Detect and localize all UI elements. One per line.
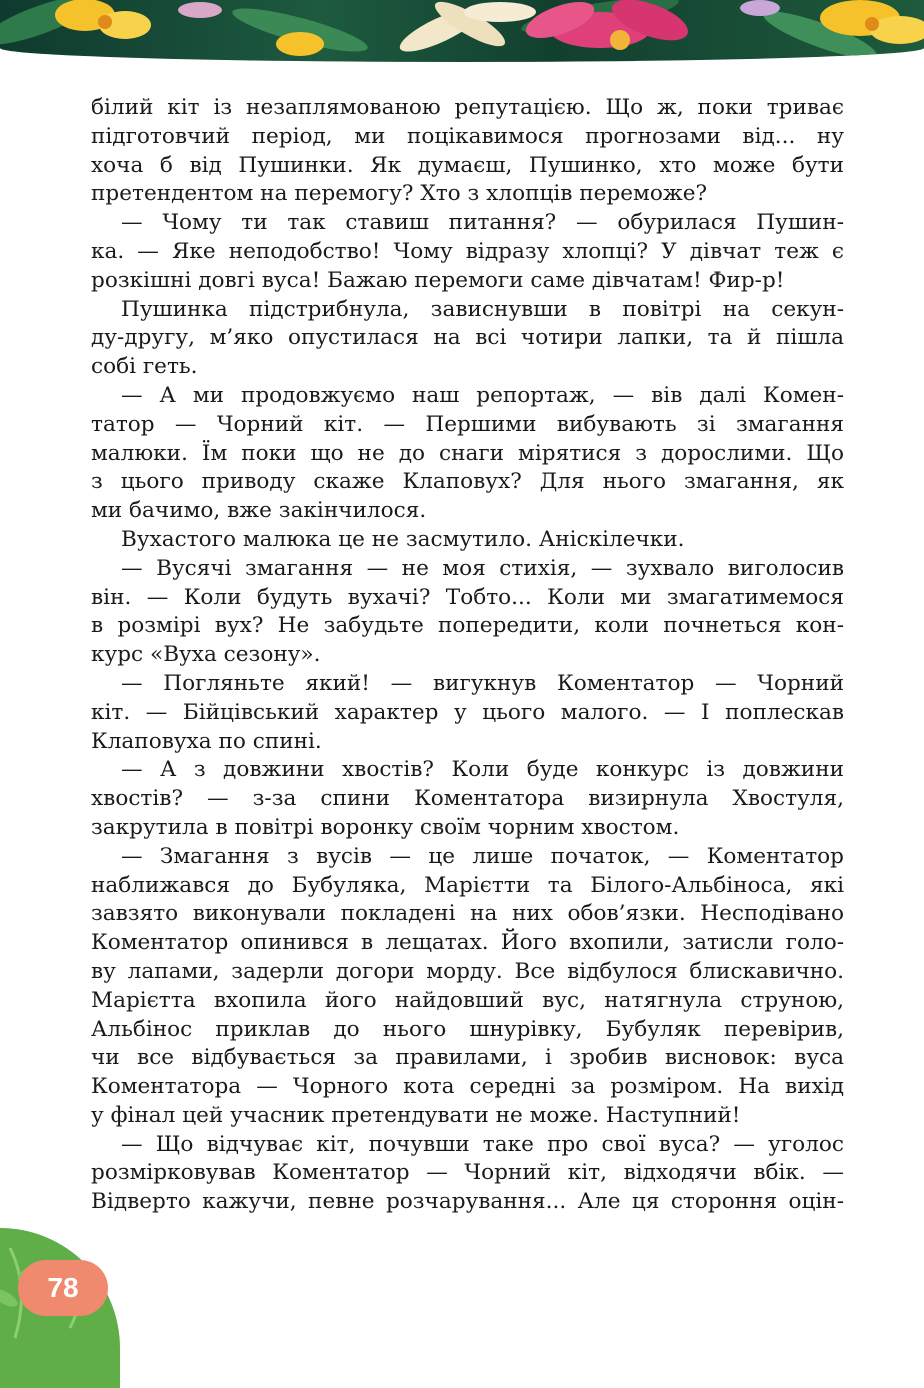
text-line: чи все відбувається за правилами, і зробив висновок: вуса [91,1045,844,1071]
text-line: татор — Чорний кіт. — Першими вибувають зі змагання [91,411,844,437]
text-line: — А ми продовжуємо наш репортаж, — вів далі Комен- [121,382,844,408]
text-line: наближався до Бубуляка, Марієтти та Білого-Альбіноса, які [91,872,844,898]
text-line: курс «Вуха сезону». [91,642,321,668]
text-line: закрутила в повітрі воронку своїм чорним хвостом. [91,814,680,840]
text-line: з цього приводу скаже Клаповух? Для нього змагання, як [91,469,844,495]
text-line: малюки. Їм поки що не до снаги мірятися з дорослими. Що [91,440,844,466]
text-line: білий кіт із незаплямованою репутацією. Що ж, поки триває [91,95,844,120]
text-line: — А з довжини хвостів? Коли буде конкурс із довжини [121,757,844,783]
text-line: Відверто кажучи, певне розчарування... Але ця стороння оцін- [91,1189,844,1215]
text-line: ка. — Яке неподобство! Чому відразу хлопці? У дівчат теж є [91,238,844,264]
text-line: Коментатор опинився в лещатах. Його вхопили, затисли голо- [91,930,844,956]
text-line: Альбінос приклав до нього шнурівку, Бубуляк перевірив, [91,1016,844,1042]
text-line: Клаповуха по спині. [91,728,322,754]
text-line: Пушинка підстрибнула, зависнувши в повітрі на секун- [121,296,844,322]
text-line: в розмірі вух? Не забудьте попередити, коли почнеться кон- [91,613,844,639]
floral-header-banner [0,0,924,62]
story-text [91,94,844,1217]
text-line: ду-другу, м’яко опустилася на всі чотири лапки, та й пішла [91,325,844,351]
text-line: — Змагання з вусів — це лише початок, — Коментатор [121,843,844,869]
text-line: — Чому ти так ставиш питання? — обурилася Пушин- [121,210,844,236]
text-line: претендентом на перемогу? Хто з хлопців переможе? [91,181,708,207]
text-line: — Вусячі змагання — не моя стихія, — зухвало виголосив [121,555,844,581]
text-line: ми бачимо, вже закінчилося. [91,498,427,524]
text-line: Вухастого малюка це не засмутило. Аніскілечки. [121,526,685,552]
page-number: 78 [18,1260,108,1316]
text-line: кіт. — Бійцівський характер у цього малого. — І поплескав [91,699,844,725]
text-line: — Погляньте який! — вигукнув Коментатор — Чорний [121,670,844,696]
text-line: розмірковував Коментатор — Чорний кіт, відходячи вбік. — [91,1160,844,1186]
text-line: хвостів? — з-за спини Коментатора визирнула Хвостуля, [91,786,844,812]
text-line: — Що відчуває кіт, почувши таке про свої вуса? — уголос [121,1131,844,1157]
text-line: він. — Коли будуть вухачі? Тобто... Коли ми змагатимемося [91,584,844,610]
text-line: Марієтта вхопила його найдовший вус, натягнула струною, [91,987,844,1013]
text-line: розкішні довгі вуса! Бажаю перемоги саме дівчатам! Фир-р! [91,267,785,293]
flower-decoration-icon [0,0,924,62]
text-line: собі геть. [91,354,198,380]
text-line: у фінал цей учасник претендувати не може. Наступний! [91,1102,741,1128]
text-line: Коментатора — Чорного кота середні за розміром. На вихід [91,1074,844,1100]
text-line: хоча б від Пушинки. Як думаєш, Пушинко, хто може бути [91,152,844,178]
text-line: ву лапами, задерли догори морду. Все відбулося блискавично. [91,958,844,984]
text-line: підготовчий період, ми поцікавимося прогнозами від... ну [91,123,844,149]
text-line: завзято виконували покладені на них обов’язки. Несподівано [91,901,844,927]
